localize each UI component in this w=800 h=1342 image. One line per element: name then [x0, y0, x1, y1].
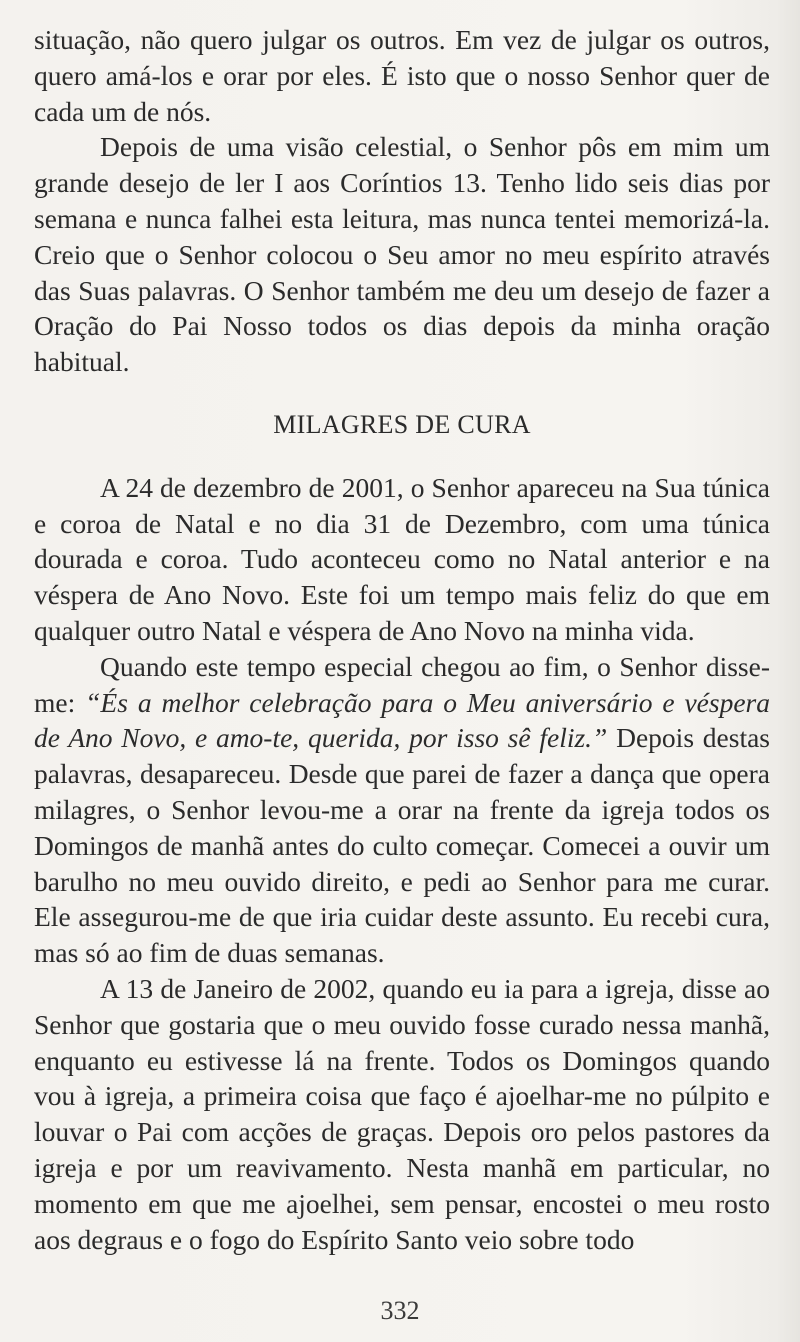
paragraph-4-end: Depois destas palavras, desapareceu. Desde que parei de fazer a dança que opera milagres, o Senhor levou-me a orar na frente da igreja todos os Domingos de manhã antes do culto começar. Comecei a ouvir um barulho no meu ouvido direito, e pedi ao Senhor para me curar. Ele assegurou-me de que iria cuidar deste assunto. Eu recebi cura, mas só ao fim de duas semanas.	[34, 722, 770, 969]
paragraph-4-start: Quando este tempo especial chegou ao fim, o Senhor disse-me:	[34, 650, 770, 718]
paragraph-4	[34, 649, 770, 971]
paragraph-2: Depois de uma visão celestial, o Senhor pôs em mim um grande desejo de ler I aos Coríntios 13. Tenho lido seis dias por semana e nunca falhei esta leitura, mas nunca tentei memorizá-la. Creio que o Senhor colocou o Seu amor no meu espírito através das Suas palavras. O Senhor também me deu um desejo de fazer a Oração do Pai Nosso todos os dias depois da minha oração habitual.	[34, 131, 770, 378]
paragraph-4-quote: “És a melhor celebração para o Meu aniversário e véspera de Ano Novo, e amo-te, querida, por isso sê feliz.”	[34, 686, 770, 754]
paragraph-1: situação, não quero julgar os outros. Em vez de julgar os outros, quero amá-los e orar por eles. É isto que o nosso Senhor quer de cada um de nós.	[34, 24, 770, 127]
body-text	[34, 22, 770, 1257]
page-number: 332	[380, 1296, 420, 1325]
section-heading: MILAGRES DE CURA	[273, 409, 531, 439]
paragraph-3: A 24 de dezembro de 2001, o Senhor apareceu na Sua túnica e coroa de Natal e no dia 31 de Dezembro, com uma túnica dourada e coroa. Tudo aconteceu como no Natal anterior e na véspera de Ano Novo. Este foi um tempo mais feliz do que em qualquer outro Natal e véspera de Ano Novo na minha vida.	[34, 471, 770, 646]
paragraph-5: A 13 de Janeiro de 2002, quando eu ia para a igreja, disse ao Senhor que gostaria que o meu ouvido fosse curado nessa manhã, enquanto eu estivesse lá na frente. Todos os Domingos quando vou à igreja, a primeira coisa que faço é ajoelhar-me no púlpito e louvar o Pai com acções de graças. Depois oro pelos pastores da igreja e por um reavivamento. Nesta manhã em particular, no momento em que me ajoelhei, sem pensar, encostei o meu rosto aos degraus e o fogo do Espírito Santo veio sobre todo	[34, 972, 770, 1255]
